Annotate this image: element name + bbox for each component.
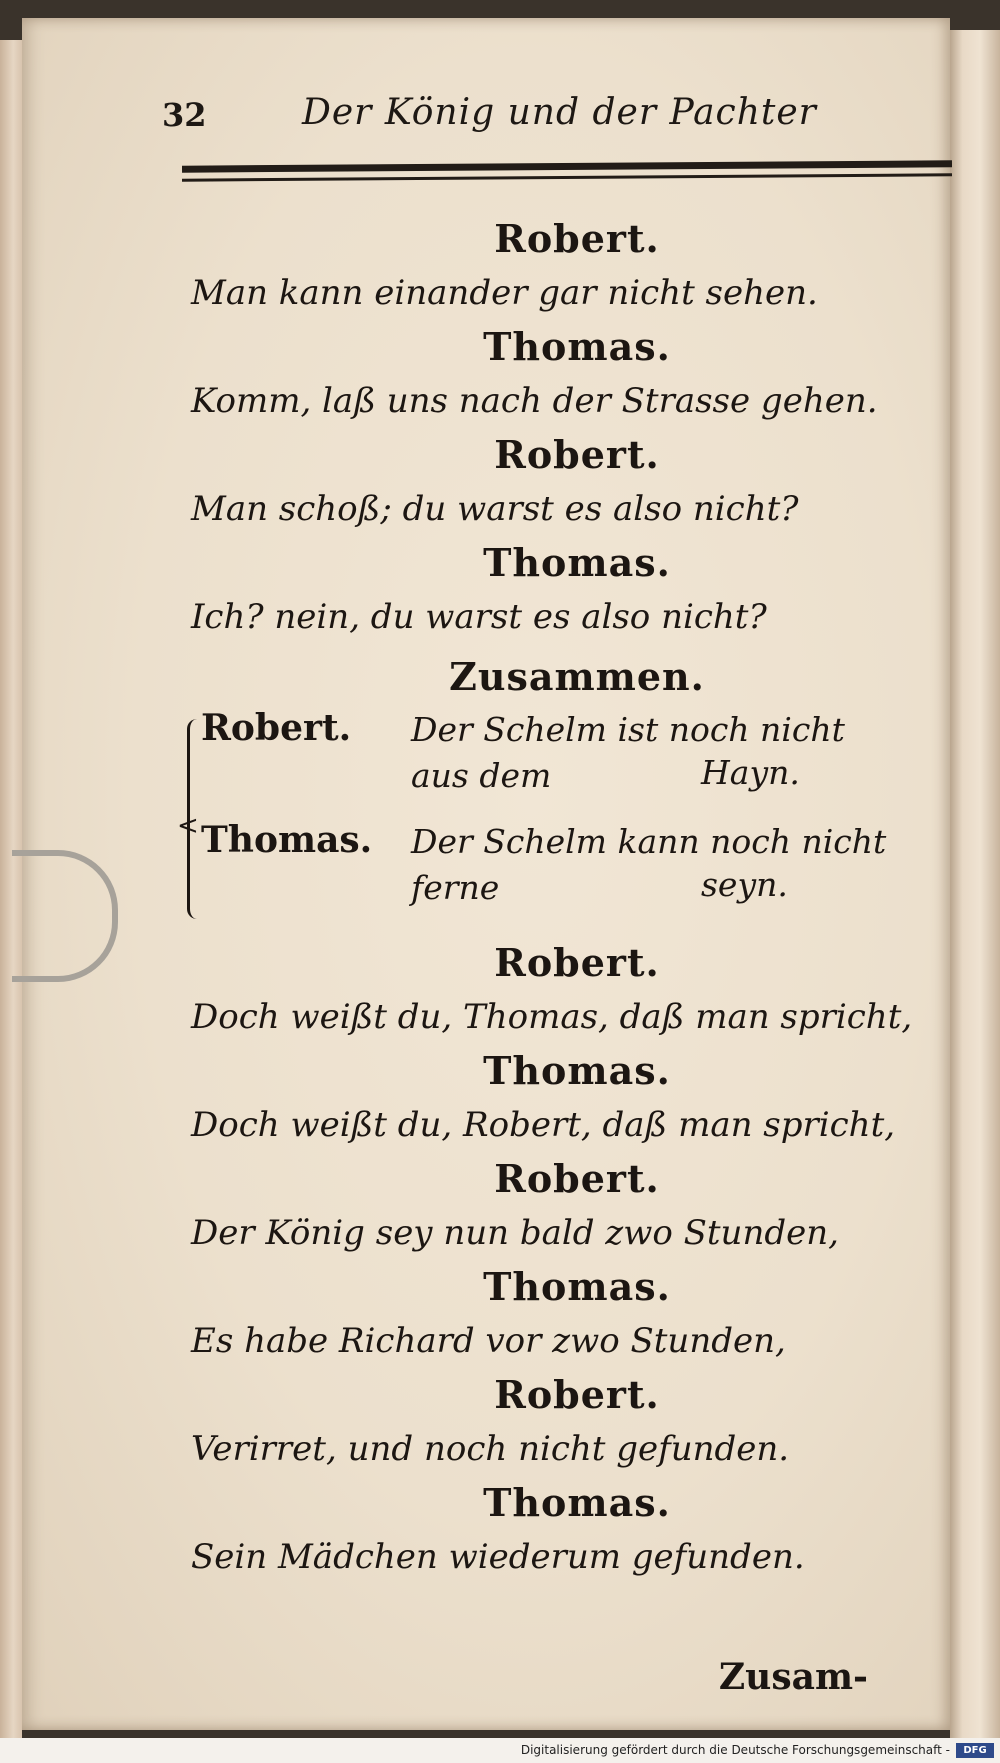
dialogue-block	[187, 1261, 967, 1369]
dialogue-block	[187, 1477, 967, 1585]
speaker-name: Robert.	[494, 1156, 660, 1201]
dialogue-block	[187, 213, 967, 321]
dialogue-block	[187, 1045, 967, 1153]
dialogue-line: Man schoß; du warst es also nicht?	[191, 489, 799, 529]
speaker-name: Thomas.	[483, 1264, 671, 1309]
dialogue-line: Man kann einander gar nicht sehen.	[191, 273, 818, 313]
dialogue-line: Der König sey nun bald zwo Stunden,	[191, 1213, 839, 1253]
speaker-name: Thomas.	[483, 1480, 671, 1525]
header-rule-thick	[182, 160, 952, 172]
dialogue-block	[187, 1369, 967, 1477]
dialogue-block	[187, 537, 967, 645]
dialogue-block	[187, 321, 967, 429]
dialogue-line: Doch weißt du, Robert, daß man spricht,	[191, 1105, 896, 1145]
speaker-name: Robert.	[201, 707, 352, 749]
speaker-name: Robert.	[494, 432, 660, 477]
speaker-name: Thomas.	[483, 324, 671, 369]
ensemble-block	[177, 707, 967, 937]
ensemble-line: Der Schelm kann noch nicht ferne	[411, 822, 887, 907]
dialogue-line: Es habe Richard vor zwo Stunden,	[191, 1321, 786, 1361]
dialogue-block	[187, 1153, 967, 1261]
dialogue-line: Sein Mädchen wiederum gefunden.	[191, 1537, 805, 1577]
play-text	[177, 213, 967, 1585]
dialogue-line: Komm, laß uns nach der Strasse gehen.	[191, 381, 878, 421]
book-page	[22, 18, 950, 1730]
dialogue-line: Verirret, und noch nicht gefunden.	[191, 1429, 790, 1469]
dialogue-line: Ich? nein, du warst es also nicht?	[191, 597, 767, 637]
dfg-logo: DFG	[956, 1743, 994, 1758]
ensemble-line: Der Schelm ist noch nicht aus dem	[411, 710, 845, 795]
speaker-name: Robert.	[494, 216, 660, 261]
page-header	[162, 78, 862, 138]
speaker-name: Robert.	[494, 940, 660, 985]
ensemble-line-continuation: Hayn.	[701, 753, 800, 792]
speaker-name: Thomas.	[201, 819, 373, 861]
running-title: Der König und der Pachter	[302, 92, 817, 133]
credit-text: Digitalisierung gefördert durch die Deutsche Forschungsgemeinschaft -	[520, 1743, 950, 1757]
brace-point: <	[177, 811, 199, 841]
ensemble-heading: Zusammen.	[449, 654, 705, 699]
catchword: Zusam-	[718, 1656, 868, 1698]
dialogue-block	[187, 429, 967, 537]
dialogue-line: Doch weißt du, Thomas, daß man spricht,	[191, 997, 913, 1037]
header-rule-thin	[182, 173, 952, 181]
ensemble-line-continuation: seyn.	[701, 865, 788, 904]
speaker-name: Thomas.	[483, 1048, 671, 1093]
page-clip	[12, 850, 118, 982]
dialogue-block	[187, 937, 967, 1045]
speaker-name: Thomas.	[483, 540, 671, 585]
digitization-credit	[0, 1738, 1000, 1763]
page-number: 32	[162, 96, 207, 134]
speaker-name: Robert.	[494, 1372, 660, 1417]
